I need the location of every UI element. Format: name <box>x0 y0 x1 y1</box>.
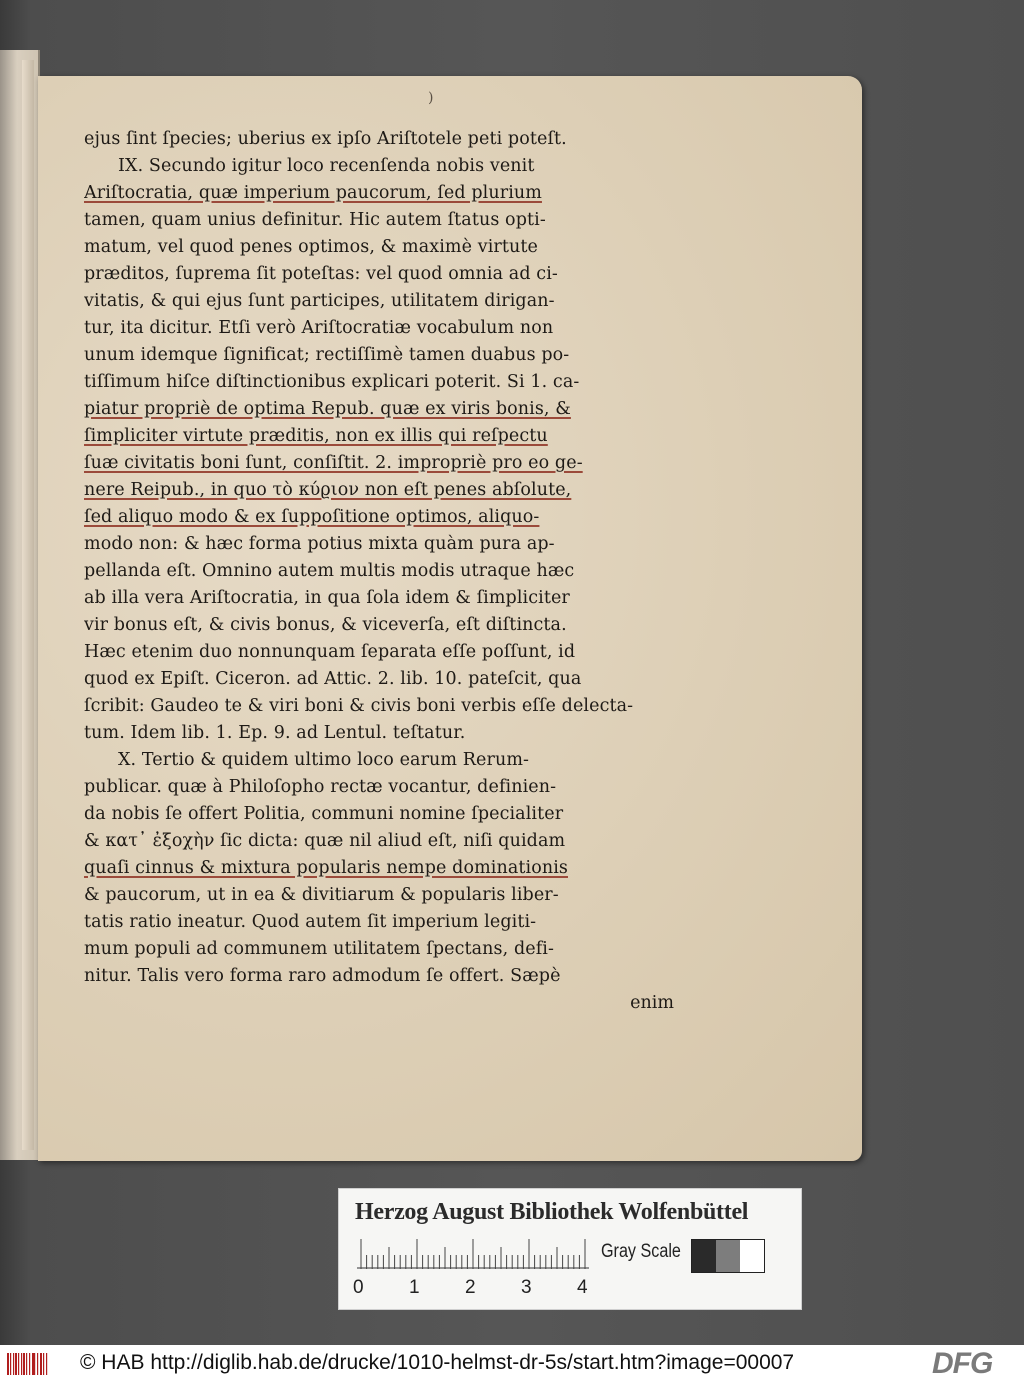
gray-swatch <box>740 1240 764 1272</box>
text-line: vir bonus eſt, & civis bonus, & viceverſa, eſt diſtincta. <box>84 615 567 635</box>
text-line: & paucorum, ut in ea & divitiarum & popularis liber- <box>84 885 559 905</box>
text-line: ſuæ civitatis boni ſunt, conſiſtit. 2. impropriè pro eo ge- <box>84 453 583 473</box>
text-line: ejus ſint ſpecies; uberius ex ipſo Ariſtotele peti poteſt. <box>84 129 567 149</box>
page-top-mark: ) <box>428 90 434 106</box>
logo-bar <box>18 1353 19 1375</box>
logo-bar <box>26 1353 27 1375</box>
text-line: modo non: & hæc forma potius mixta quàm pura ap- <box>84 534 555 554</box>
ruler-number: 2 <box>465 1277 476 1298</box>
text-line: ſcribit: Gaudeo te & viri boni & civis boni verbis eſſe delecta- <box>84 696 634 716</box>
text-line: nere Reipub., in quo τὸ κύϱιον non eſt penes abſolute, <box>84 480 572 500</box>
text-line: pellanda eſt. Omnino autem multis modis utraque hæc <box>84 561 575 581</box>
logo-bar <box>15 1353 17 1375</box>
logo-bar <box>10 1353 11 1375</box>
ruler-number: 0 <box>353 1277 364 1298</box>
text-line: publicar. quæ à Philoſopho rectæ vocantur, definien- <box>84 777 557 797</box>
text-line: tatis ratio ineatur. Quod autem ſit imperium legiti- <box>84 912 537 932</box>
text-line: quaſi cinnus & mixtura popularis nempe dominationis <box>84 858 568 878</box>
logo-bar <box>7 1353 9 1375</box>
text-line: ſed aliquo modo & ex ſuppoſitione optimos, aliquo- <box>84 507 540 527</box>
text-line: Hæc etenim duo nonnunquam ſeparata eſſe poſſunt, id <box>84 642 576 662</box>
gray-swatch <box>692 1240 716 1272</box>
text-line: & κατ᾽ ἐξοχὴν ſic dicta: quæ nil aliud eſt, niſi quidam <box>84 831 566 851</box>
gray-scale-label: Gray Scale <box>601 1241 681 1262</box>
text-line: vitatis, & qui ejus ſunt participes, utilitatem dirigan- <box>84 291 555 311</box>
text-line: quod ex Epiſt. Ciceron. ad Attic. 2. lib. 10. pateſcit, qua <box>84 669 582 689</box>
text-line: da nobis ſe offert Politia, communi nomine ſpecialiter <box>84 804 564 824</box>
text-line: tur, ita dicitur. Etſi verò Ariſtocratiæ vocabulum non <box>84 318 554 338</box>
logo-bar <box>40 1353 42 1375</box>
logo-bar <box>29 1353 30 1375</box>
text-line: tamen, quam unius definitur. Hic autem ſtatus opti- <box>84 210 546 230</box>
page-text-block <box>84 126 684 1017</box>
text-line: piatur propriè de optima Repub. quæ ex viris bonis, & <box>84 399 571 419</box>
ruler-numbers <box>353 1277 603 1301</box>
logo-bar <box>21 1353 22 1375</box>
logo-bar <box>32 1353 34 1375</box>
color-scale-target <box>338 1188 802 1310</box>
text-line: Ariſtocratia, quæ imperium paucorum, ſed plurium <box>84 183 542 203</box>
logo-bar <box>23 1353 25 1375</box>
text-line: ab illa vera Ariſtocratia, in qua ſola idem & ſimpliciter <box>84 588 570 608</box>
ruler-number: 1 <box>409 1277 420 1298</box>
logo-bar <box>13 1353 14 1375</box>
text-line: unum idemque ſignificat; rectiſſimè tamen duabus po- <box>84 345 570 365</box>
logo-bar <box>34 1353 35 1375</box>
catchword: enim <box>630 993 674 1013</box>
logo-bar <box>43 1353 44 1375</box>
gray-scale-swatches <box>691 1239 765 1273</box>
gray-swatch <box>716 1240 740 1272</box>
text-line: ſimpliciter virtute præditis, non ex illis qui reſpectu <box>84 426 548 446</box>
text-line: tum. Idem lib. 1. Ep. 9. ad Lentul. teſtatur. <box>84 723 466 743</box>
viewer-footer <box>0 1345 1024 1382</box>
text-line: nitur. Talis vero forma raro admodum ſe offert. Sæpè <box>84 966 561 986</box>
logo-bar <box>37 1353 38 1375</box>
text-line: X. Tertio & quidem ultimo loco earum Rerum- <box>118 750 530 770</box>
text-line: IX. Secundo igitur loco recenſenda nobis venit <box>118 156 535 176</box>
logo-bar <box>46 1353 47 1375</box>
ruler-scale <box>357 1239 589 1269</box>
dfg-logo[interactable]: DFG <box>932 1347 993 1380</box>
text-line: præditos, ſuprema ſit poteſtas: vel quod omnia ad ci- <box>84 264 558 284</box>
hab-barcode-logo-icon[interactable] <box>6 1351 50 1377</box>
copyright-url[interactable]: © HAB http://diglib.hab.de/drucke/1010-helmst-dr-5s/start.htm?image=00007 <box>80 1351 795 1374</box>
text-line: matum, vel quod penes optimos, & maximè virtute <box>84 237 538 257</box>
text-line: tiſſimum hiſce diſtinctionibus explicari poterit. Si 1. ca- <box>84 372 580 392</box>
library-name: Herzog August Bibliothek Wolfenbüttel <box>355 1199 749 1225</box>
ruler-number: 3 <box>521 1277 532 1298</box>
book-binding-edge <box>0 50 40 1160</box>
text-line: mum populi ad communem utilitatem ſpectans, defi- <box>84 939 554 959</box>
ruler-number: 4 <box>577 1277 588 1298</box>
previous-leaf-edge <box>22 60 34 1150</box>
